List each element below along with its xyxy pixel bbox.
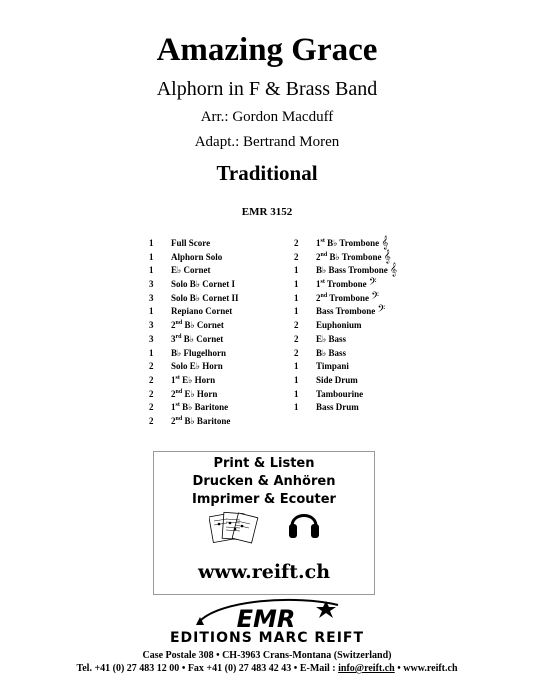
part-name-text: 2	[171, 320, 176, 331]
website-link[interactable]: www.reift.ch	[403, 663, 458, 674]
sheet-music-icon	[209, 509, 259, 545]
part-name-text: Solo B♭ Cornet II	[171, 292, 239, 303]
treble-clef-icon: 𝄞	[390, 262, 398, 277]
part-row	[294, 289, 444, 306]
part-quantity: 1	[294, 279, 299, 290]
part-quantity: 1	[294, 388, 299, 399]
part-quantity: 2	[294, 333, 299, 344]
ordinal-suffix: nd	[175, 415, 183, 422]
part-name-rest: B♭ Baritone	[179, 402, 229, 413]
part-quantity: 2	[149, 402, 154, 413]
parts-list-right	[294, 237, 444, 415]
print-listen-box[interactable]	[153, 451, 375, 595]
part-name-text: Timpani	[316, 361, 349, 372]
part-name-text: Repiano Cornet	[171, 306, 233, 317]
part-row	[294, 319, 444, 333]
part-quantity: 2	[149, 374, 154, 385]
part-name-rest: B♭ Trombone	[327, 251, 382, 262]
part-quantity: 2	[149, 388, 154, 399]
part-quantity: 3	[149, 320, 154, 331]
logo-initials: EMR	[236, 605, 296, 631]
part-name-rest: Trombone	[324, 279, 367, 290]
treble-clef-icon: 𝄞	[383, 248, 391, 263]
part-name-text: 2	[171, 415, 176, 426]
part-quantity: 2	[149, 415, 154, 426]
part-row	[294, 248, 444, 265]
part-name	[316, 360, 349, 374]
part-name	[171, 360, 223, 374]
bass-clef-icon: 𝄢	[371, 289, 379, 304]
part-name	[316, 347, 346, 361]
part-name	[171, 333, 223, 347]
part-name-text: 2	[171, 388, 176, 399]
part-row	[294, 401, 444, 415]
part-name	[316, 401, 359, 415]
part-quantity: 3	[149, 279, 154, 290]
part-quantity: 1	[294, 265, 299, 276]
part-row	[149, 237, 299, 251]
part-name-text: E♭ Cornet	[171, 265, 211, 276]
part-row	[294, 333, 444, 347]
part-name	[171, 401, 228, 415]
part-name	[171, 278, 235, 292]
part-name-text: Full Score	[171, 238, 211, 248]
part-row	[149, 360, 299, 374]
part-row	[149, 401, 299, 415]
part-quantity: 1	[149, 347, 154, 358]
part-name	[171, 251, 222, 265]
part-name	[171, 374, 215, 388]
part-row	[149, 278, 299, 292]
publisher-address: Case Postale 308 • CH-3963 Crans-Montana (Switzerland)	[142, 650, 392, 661]
part-row	[149, 333, 299, 347]
part-name-text: Euphonium	[316, 320, 362, 331]
part-quantity: 3	[149, 333, 154, 344]
email-label: E-Mail :	[299, 663, 339, 674]
part-name-text: B♭ Flugelhorn	[171, 347, 227, 358]
phone: Tel. +41 (0) 27 483 12 00	[76, 663, 180, 674]
ordinal-suffix: nd	[175, 388, 183, 395]
subtitle: Alphorn in F & Brass Band	[156, 78, 378, 100]
part-name-text: Bass Drum	[316, 402, 359, 413]
part-row	[149, 292, 299, 306]
composer: Traditional	[216, 161, 318, 185]
fax: Fax +41 (0) 27 483 42 43	[187, 663, 292, 674]
part-name-rest: Trombone	[327, 292, 369, 303]
ordinal-suffix: nd	[175, 320, 183, 327]
part-name	[316, 264, 397, 278]
part-name-text: Tambourine	[316, 388, 364, 399]
part-name-rest: E♭ Horn	[179, 374, 216, 385]
ordinal-suffix: st	[320, 279, 325, 286]
part-name-text: 1	[316, 279, 321, 290]
treble-clef-icon: 𝄞	[381, 235, 389, 249]
headphones-icon	[287, 504, 321, 542]
adapter: Adapt.: Bertrand Moren	[194, 134, 340, 150]
ordinal-suffix: st	[320, 238, 325, 244]
part-row	[294, 360, 444, 374]
part-name	[171, 319, 224, 333]
part-row	[149, 251, 299, 265]
part-row	[149, 319, 299, 333]
ordinal-suffix: nd	[320, 292, 328, 299]
part-row	[149, 305, 299, 319]
part-name-text: 2	[316, 251, 321, 262]
emr-logo	[188, 597, 348, 631]
promo-line-german: Drucken & Anhören	[192, 474, 336, 489]
part-name-rest: B♭ Trombone	[324, 238, 380, 248]
part-row	[149, 374, 299, 388]
part-name	[171, 292, 239, 306]
part-row	[294, 347, 444, 361]
part-quantity: 2	[149, 361, 154, 372]
part-quantity: 2	[294, 320, 299, 331]
ordinal-suffix: st	[175, 402, 180, 409]
part-name-text: Alphorn Solo	[171, 251, 223, 262]
part-name-text: 2	[316, 292, 321, 303]
part-name	[171, 388, 217, 402]
part-quantity: 1	[294, 374, 299, 385]
ordinal-suffix: nd	[320, 251, 328, 258]
part-quantity: 1	[149, 265, 154, 276]
part-name	[171, 264, 211, 278]
part-row	[149, 415, 299, 429]
part-name	[316, 237, 388, 251]
part-row	[294, 278, 444, 292]
part-name-text: Solo E♭ Horn	[171, 361, 223, 372]
part-row	[294, 305, 444, 319]
part-name-rest: B♭ Cornet	[181, 333, 224, 344]
part-name-text: 1	[171, 374, 176, 385]
part-quantity: 1	[149, 306, 154, 317]
part-name-text: 1	[171, 402, 176, 413]
part-name	[171, 415, 230, 429]
part-name	[316, 305, 385, 319]
ordinal-suffix: st	[175, 374, 180, 381]
ordinal-suffix: rd	[175, 333, 182, 340]
part-row	[149, 388, 299, 402]
part-name	[171, 237, 210, 251]
part-quantity: 1	[294, 292, 299, 303]
part-name	[171, 305, 232, 319]
part-quantity: 3	[149, 292, 154, 303]
parts-list-left	[149, 237, 299, 429]
bass-clef-icon: 𝄢	[377, 303, 386, 318]
part-name-rest: B♭ Cornet	[182, 320, 224, 331]
part-name	[316, 374, 358, 388]
part-name-rest: B♭ Baritone	[182, 415, 231, 426]
publisher-name: EDITIONS MARC REIFT	[169, 630, 365, 646]
part-name-text: Side Drum	[316, 374, 358, 385]
title: Amazing Grace	[156, 32, 378, 68]
part-name-text: B♭ Bass Trombone	[316, 265, 388, 276]
part-name-text: B♭ Bass	[316, 347, 347, 358]
part-name	[316, 333, 346, 347]
part-name-text: 1	[316, 238, 321, 248]
part-name-text: E♭ Bass	[316, 333, 347, 344]
part-name	[316, 319, 362, 333]
part-row	[149, 264, 299, 278]
part-row	[294, 374, 444, 388]
catalog-number: EMR 3152	[241, 206, 293, 218]
bass-clef-icon: 𝄢	[368, 276, 377, 291]
part-quantity: 1	[149, 251, 154, 262]
part-quantity: 1	[294, 402, 299, 413]
part-quantity: 1	[149, 238, 154, 248]
part-name-rest: E♭ Horn	[182, 388, 218, 399]
part-name	[316, 278, 377, 292]
part-name-text: Solo B♭ Cornet I	[171, 279, 235, 290]
part-row	[294, 388, 444, 402]
part-name	[316, 248, 391, 265]
part-row	[149, 347, 299, 361]
part-name-text: Bass Trombone	[316, 306, 376, 317]
part-quantity: 2	[294, 347, 299, 358]
part-quantity: 2	[294, 238, 299, 248]
part-quantity: 1	[294, 361, 299, 372]
email-link[interactable]: info@reift.ch	[338, 663, 395, 674]
arranger: Arr.: Gordon Macduff	[200, 109, 334, 125]
part-name-text: 3	[171, 333, 176, 344]
promo-url[interactable]: www.reift.ch	[197, 561, 331, 583]
part-name	[316, 289, 379, 306]
part-quantity: 1	[294, 306, 299, 317]
promo-line-english: Print & Listen	[213, 456, 315, 471]
part-quantity: 2	[294, 251, 299, 262]
part-name	[171, 347, 226, 361]
publisher-contact: Tel. +41 (0) 27 483 12 00 • Fax +41 (0) 27 483 42 43 • E-Mail : info@reift.ch • www.reift.ch	[76, 663, 458, 674]
part-row	[294, 237, 444, 251]
part-name	[316, 388, 363, 402]
promo-line-french: Imprimer & Ecouter	[192, 492, 336, 507]
